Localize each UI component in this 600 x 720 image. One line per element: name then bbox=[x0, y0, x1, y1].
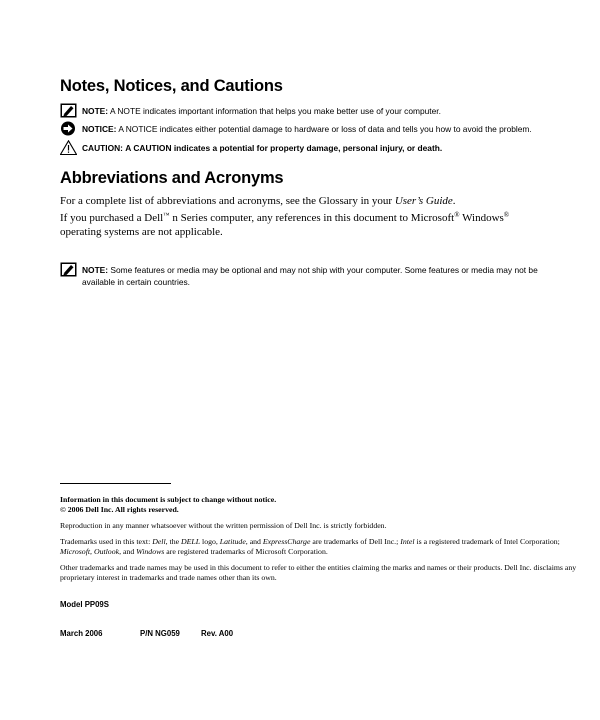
caution-warning-icon bbox=[60, 140, 77, 155]
note-label: NOTE: bbox=[82, 265, 109, 275]
notice-arrow-icon bbox=[60, 121, 77, 136]
features-note-callout bbox=[60, 264, 560, 288]
notes-heading: Notes, Notices, and Cautions bbox=[60, 77, 283, 95]
model-number: Model PP09S bbox=[60, 600, 109, 609]
change-notice: Information in this document is subject to change without notice. bbox=[60, 495, 277, 504]
reproduction-notice: Reproduction in any manner whatsoever without the written permission of Dell Inc. is strictly forbidden. bbox=[60, 521, 387, 530]
copyright: © 2006 Dell Inc. All rights reserved. bbox=[60, 505, 179, 514]
other-trademarks-notice: Other trademarks and trade names may be used in this document to refer to either the entities claiming the marks and names or their products. Dell Inc. disclaims any proprietary interest in trademarks and trade names other than its own. bbox=[60, 563, 577, 582]
trademarks-notice: Trademarks used in this text: Dell, the DELL logo, Latitude, and ExpressCharge are trademarks of Dell Inc.; Intel is a registered trademark of Intel Corporation; Microsoft, Outlook, and Windows are registered trademarks of Microsoft Corporation. bbox=[60, 537, 560, 556]
part-number: P/N NG059 bbox=[140, 629, 180, 638]
note-pencil-icon bbox=[60, 262, 77, 277]
notice-callout bbox=[60, 123, 560, 135]
note-pencil-icon bbox=[60, 103, 77, 118]
glossary-paragraph: For a complete list of abbreviations and acronyms, see the Glossary in your User’s Guide. bbox=[60, 195, 456, 207]
notice-text: A NOTICE indicates either potential damage to hardware or loss of data and tells you how to avoid the problem. bbox=[118, 124, 532, 134]
notice-label: NOTICE: bbox=[82, 124, 117, 134]
note-text: Some features or media may be optional and may not ship with your computer. Some features or media may not be available in certain countries. bbox=[82, 265, 538, 287]
revision: Rev. A00 bbox=[201, 629, 234, 638]
caution-label: CAUTION: bbox=[82, 143, 123, 153]
caution-text: A CAUTION indicates a potential for property damage, personal injury, or death. bbox=[125, 143, 443, 153]
note-callout bbox=[60, 105, 560, 117]
note-text: A NOTE indicates important information that helps you make better use of your computer. bbox=[109, 106, 441, 116]
dell-n-series-paragraph: If you purchased a Dell™ n Series computer, any references in this document to Microsoft® Windows® operating systems are not applicable. bbox=[60, 211, 510, 238]
document-page bbox=[60, 0, 577, 720]
note-label: NOTE: bbox=[82, 106, 109, 116]
caution-callout bbox=[60, 142, 560, 154]
footnote-divider bbox=[60, 483, 171, 484]
abbreviations-heading: Abbreviations and Acronyms bbox=[60, 169, 284, 187]
publication-date: March 2006 bbox=[60, 629, 103, 638]
